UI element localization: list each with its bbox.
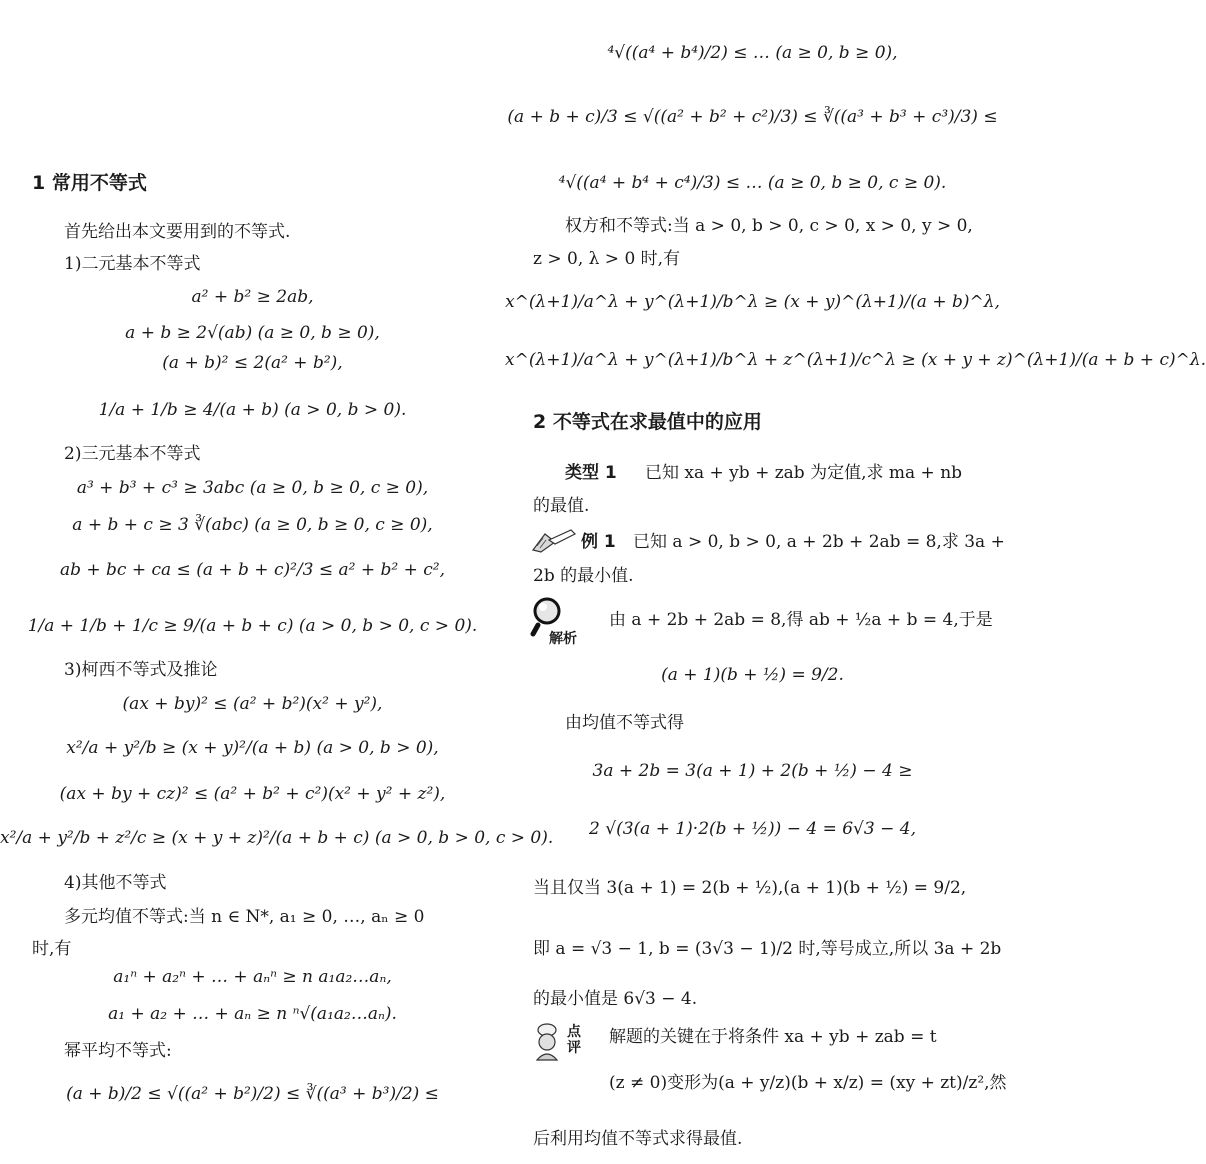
equation: 3a + 2b = 3(a + 1) + 2(b + ½) − 4 ≥	[592, 761, 913, 781]
equation: (a + b)/2 ≤ √((a² + b²)/2) ≤ ∛((a³ + b³)/2) ≤	[66, 1084, 439, 1104]
paragraph: 的最值.	[533, 496, 590, 516]
example-pen-icon	[531, 528, 577, 558]
subheading-ternary: 2)三元基本不等式	[64, 444, 201, 464]
equation: a + b ≥ 2√(ab) (a ≥ 0, b ≥ 0),	[125, 323, 380, 343]
solution-line: 由均值不等式得	[565, 713, 684, 733]
paragraph: 已知 a > 0, b > 0, a + 2b + 2ab = 8,求 3a +	[633, 532, 1005, 552]
type-label: 类型 1	[565, 463, 617, 483]
paragraph: 时,有	[32, 939, 72, 959]
equation: 2 √(3(a + 1)·2(b + ½)) − 4 = 6√3 − 4,	[589, 819, 916, 839]
comment-chef-icon	[531, 1022, 565, 1066]
section-2-heading: 2 不等式在求最值中的应用	[533, 411, 762, 433]
equation: (ax + by + cz)² ≤ (a² + b² + c²)(x² + y² + z²),	[59, 784, 446, 804]
paragraph: 2b 的最小值.	[533, 566, 634, 586]
comment-line: (z ≠ 0)变形为(a + y/z)(b + x/z) = (xy + zt)/z²,然	[609, 1073, 1007, 1093]
equation: x²/a + y²/b ≥ (x + y)²/(a + b) (a > 0, b > 0),	[66, 738, 439, 758]
paragraph: 多元均值不等式:当 n ∈ N*, a₁ ≥ 0, …, aₙ ≥ 0	[64, 907, 425, 927]
solution-line: 当且仅当 3(a + 1) = 2(b + ½),(a + 1)(b + ½) = 9/2,	[533, 878, 967, 898]
equation: (a + b)² ≤ 2(a² + b²),	[162, 353, 343, 373]
paragraph: 权方和不等式:当 a > 0, b > 0, c > 0, x > 0, y > 0,	[565, 216, 973, 236]
equation: x²/a + y²/b + z²/c ≥ (x + y + z)²/(a + b + c) (a > 0, b > 0, c > 0).	[0, 828, 554, 848]
paragraph: z > 0, λ > 0 时,有	[533, 249, 681, 269]
subheading-other: 4)其他不等式	[64, 873, 167, 893]
equation: 1/a + 1/b + 1/c ≥ 9/(a + b + c) (a > 0, b > 0, c > 0).	[27, 616, 478, 636]
equation: x^(λ+1)/a^λ + y^(λ+1)/b^λ + z^(λ+1)/c^λ ≥ (x + y + z)^(λ+1)/(a + b + c)^λ.	[505, 350, 1206, 370]
equation: ab + bc + ca ≤ (a + b + c)²/3 ≤ a² + b² + c²,	[59, 560, 446, 580]
equation: x^(λ+1)/a^λ + y^(λ+1)/b^λ ≥ (x + y)^(λ+1)/(a + b)^λ,	[505, 292, 1000, 312]
equation: a + b + c ≥ 3 ∛(abc) (a ≥ 0, b ≥ 0, c ≥ 0),	[72, 515, 433, 535]
equation: a₁ⁿ + a₂ⁿ + … + aₙⁿ ≥ n a₁a₂…aₙ,	[113, 967, 392, 987]
equation: ⁴√((a⁴ + b⁴)/2) ≤ … (a ≥ 0, b ≥ 0),	[607, 43, 898, 63]
equation: 1/a + 1/b ≥ 4/(a + b) (a > 0, b > 0).	[98, 400, 407, 420]
solution-label: 解析	[549, 631, 577, 647]
equation: a² + b² ≥ 2ab,	[191, 287, 314, 307]
subheading-binary: 1)二元基本不等式	[64, 254, 201, 274]
comment-line: 解题的关键在于将条件 xa + yb + zab = t	[609, 1027, 937, 1047]
equation: a₁ + a₂ + … + aₙ ≥ n ⁿ√(a₁a₂…aₙ).	[108, 1004, 397, 1024]
solution-line: 由 a + 2b + 2ab = 8,得 ab + ½a + b = 4,于是	[609, 610, 993, 630]
equation: a³ + b³ + c³ ≥ 3abc (a ≥ 0, b ≥ 0, c ≥ 0),	[76, 478, 429, 498]
comment-label: 点评	[567, 1024, 581, 1056]
section-1-heading: 1 常用不等式	[32, 172, 147, 194]
example-label: 例 1	[581, 532, 616, 552]
subheading-cauchy: 3)柯西不等式及推论	[64, 660, 218, 680]
equation: (a + 1)(b + ½) = 9/2.	[661, 665, 844, 685]
equation: (a + b + c)/3 ≤ √((a² + b² + c²)/3) ≤ ∛((a³ + b³ + c³)/3) ≤	[507, 107, 998, 127]
equation: (ax + by)² ≤ (a² + b²)(x² + y²),	[122, 694, 383, 714]
solution-line: 即 a = √3 − 1, b = (3√3 − 1)/2 时,等号成立,所以 3a + 2b	[533, 939, 1002, 959]
solution-line: 的最小值是 6√3 − 4.	[533, 989, 698, 1009]
paragraph: 幂平均不等式:	[64, 1041, 172, 1061]
equation: ⁴√((a⁴ + b⁴ + c⁴)/3) ≤ … (a ≥ 0, b ≥ 0, c ≥ 0).	[558, 173, 947, 193]
paragraph: 已知 xa + yb + zab 为定值,求 ma + nb	[645, 463, 963, 483]
intro-text: 首先给出本文要用到的不等式.	[64, 222, 291, 242]
comment-line: 后利用均值不等式求得最值.	[533, 1129, 743, 1149]
